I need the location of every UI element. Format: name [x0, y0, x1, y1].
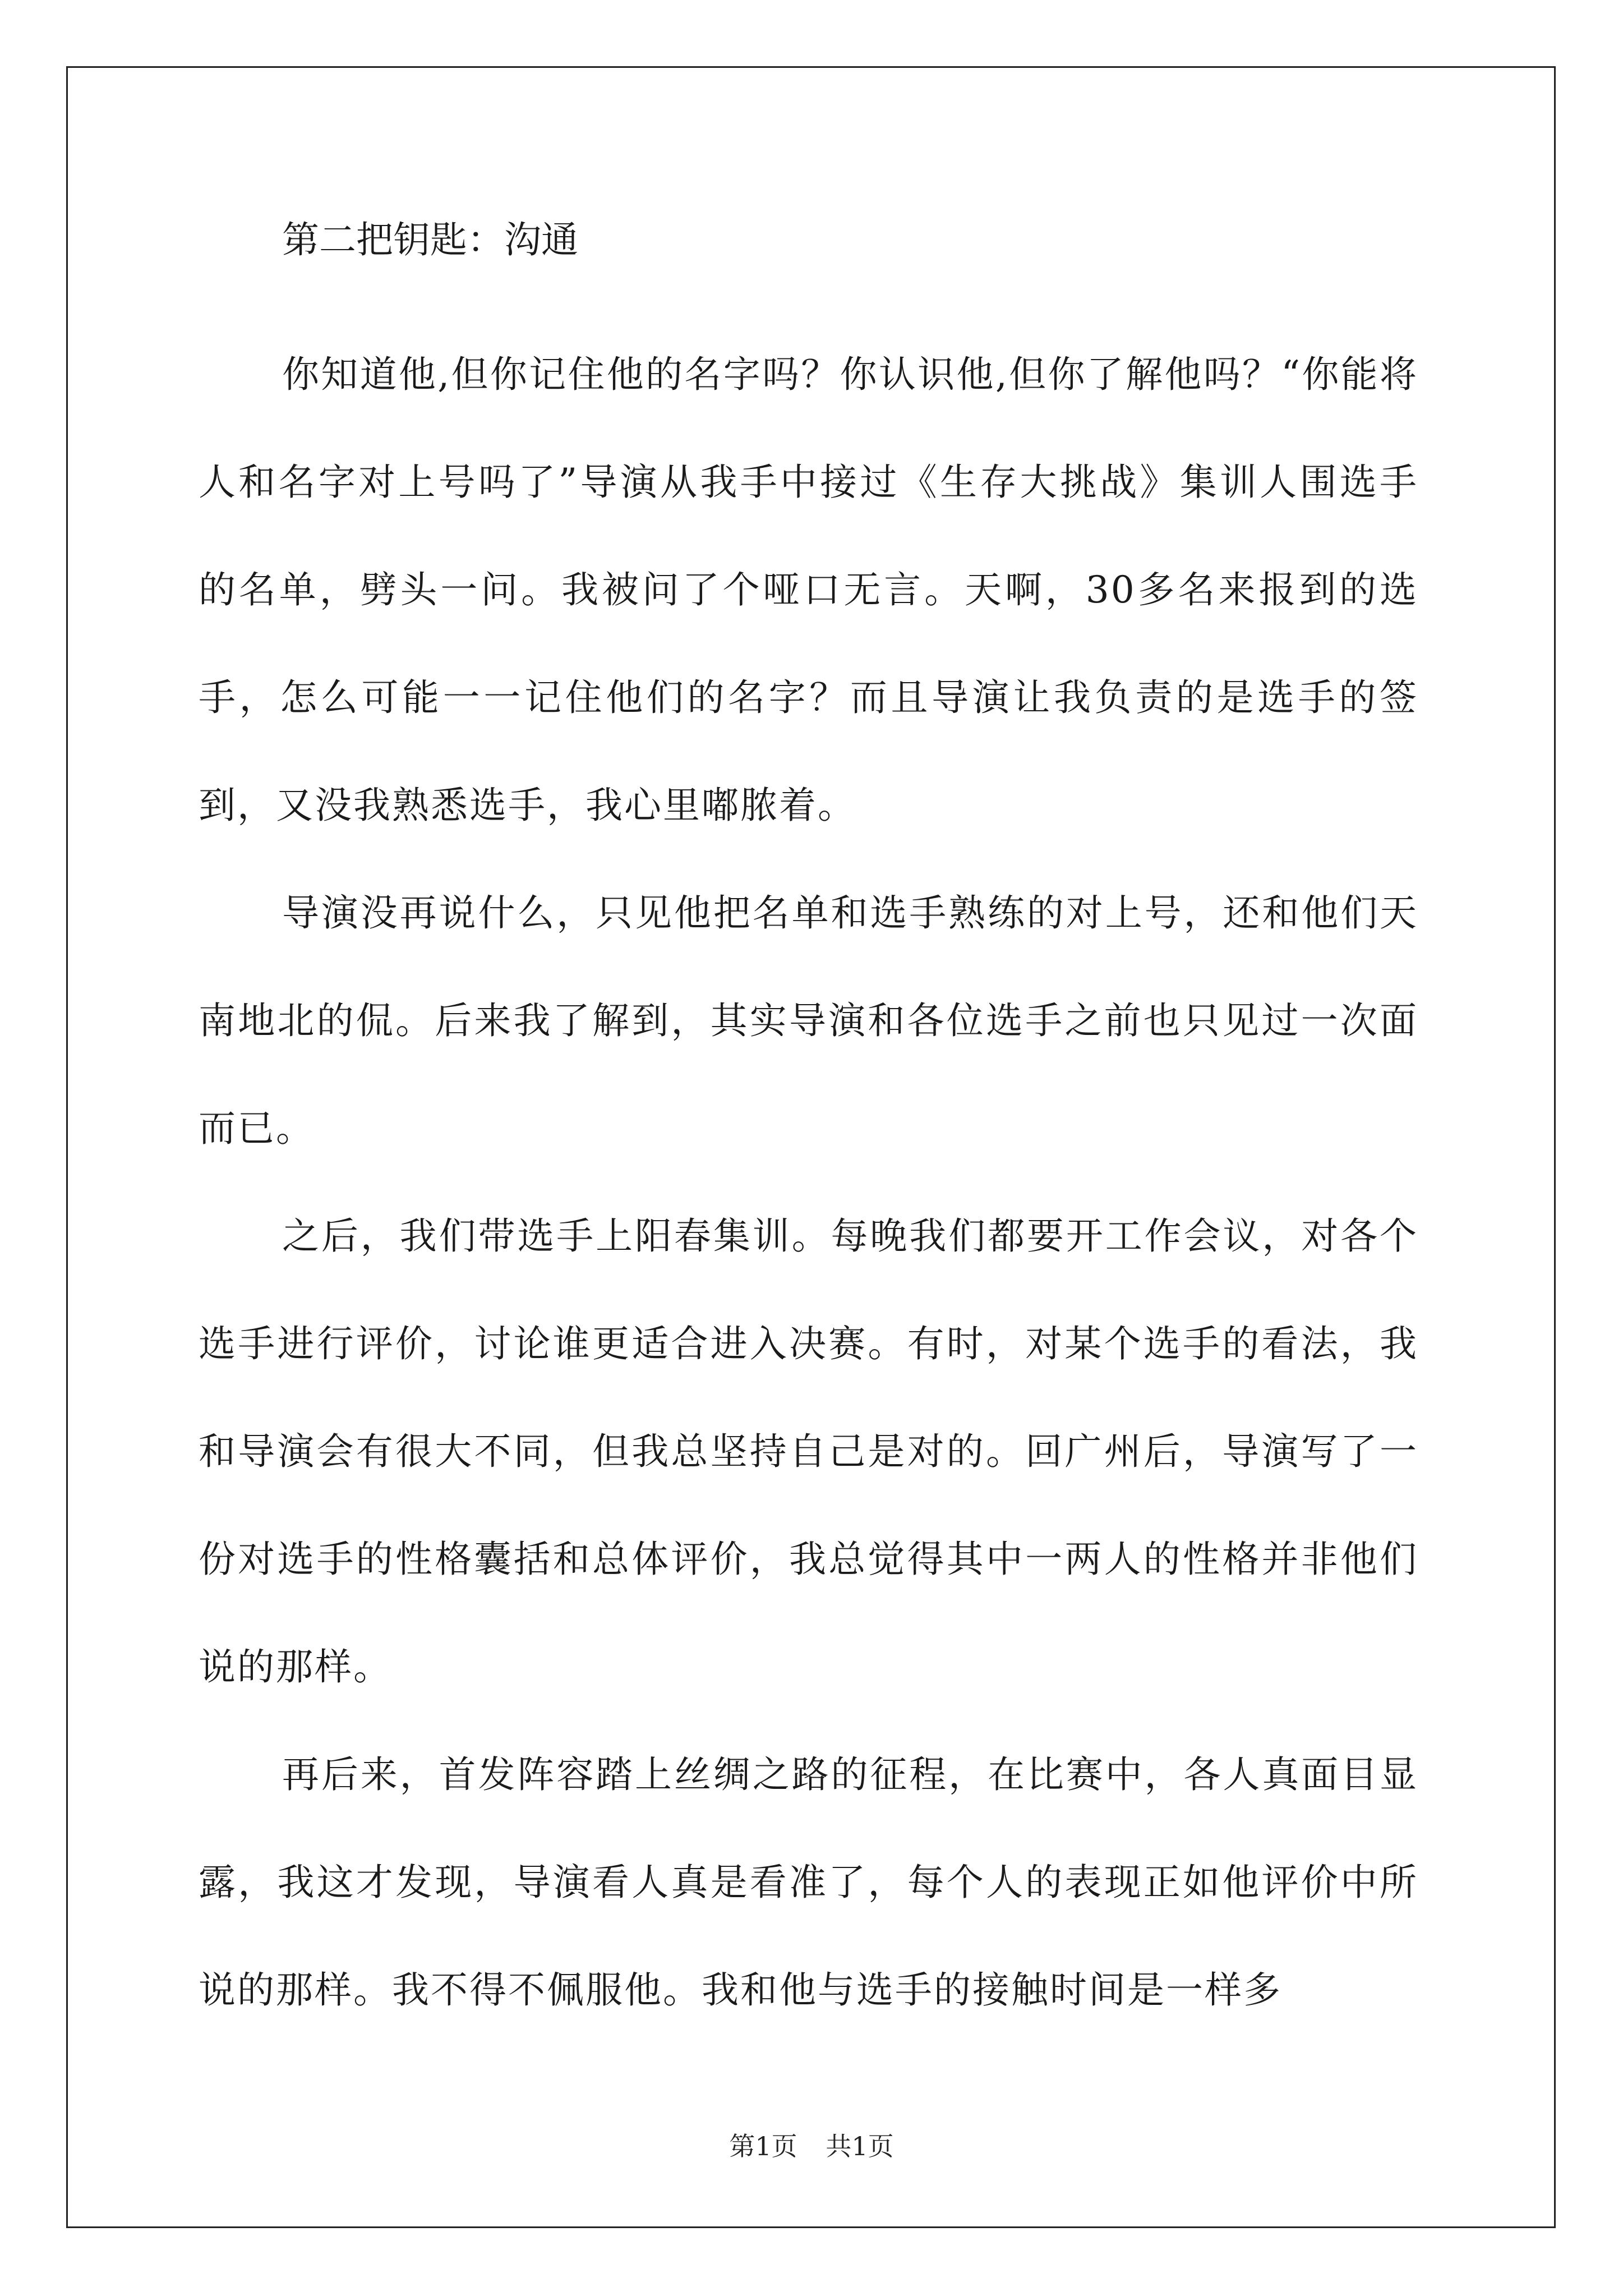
paragraph-1: 你知道他,但你记住他的名字吗？你认识他,但你了解他吗？“你能将人和名字对上号吗了”导演从我手中接过《生存大挑战》集训人围选手的名单，劈头一问。我被问了个哑口无言。天啊，30多名来报到的选手，怎么可能一一记住他们的名字？而且导演让我负责的是选手的签到，又没我熟悉选手，我心里嘟脓着。: [199, 353, 1418, 827]
paragraph-4: 再后来，首发阵容踏上丝绸之路的征程，在比赛中，各人真面目显露，我这才发现，导演看人真是看准了，每个人的表现正如他评价中所说的那样。我不得不佩服他。我和他与选手的接触时间是一样多: [199, 1753, 1418, 2012]
page-number: 第1页: [729, 2131, 797, 2161]
document-body: [199, 213, 1418, 2044]
page-total: 共1页: [826, 2131, 894, 2161]
paragraph-2: 导演没再说什么，只见他把名单和选手熟练的对上号，还和他们天南地北的侃。后来我了解到，其实导演和各位选手之前也只见过一次面而已。: [199, 891, 1418, 1150]
page-footer: [0, 2126, 1623, 2163]
section-heading: 第二把钥匙：沟通: [282, 218, 578, 261]
paragraph-3: 之后，我们带选手上阳春集训。每晚我们都要开工作会议，对各个选手进行评价，讨论谁更适合进入决赛。有时，对某个选手的看法，我和导演会有很大不同，但我总坚持自己是对的。回广州后，导演写了一份对选手的性格囊括和总体评价，我总觉得其中一两人的性格并非他们说的那样。: [199, 1214, 1418, 1688]
